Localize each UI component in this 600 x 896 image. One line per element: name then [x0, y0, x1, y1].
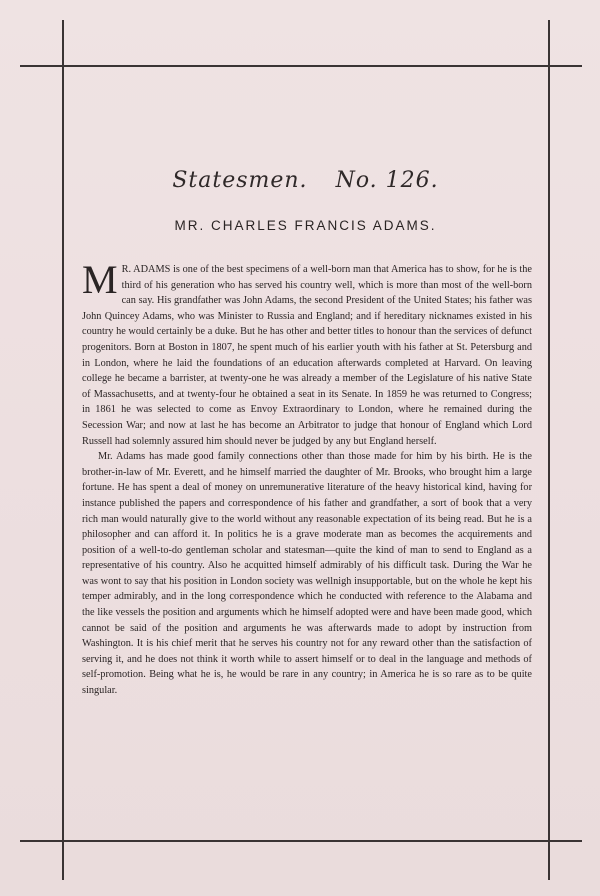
top-rule [20, 65, 582, 67]
drop-cap: M [82, 257, 118, 302]
series-heading [62, 168, 549, 193]
series-number: No. 126. [335, 168, 439, 193]
paragraph-1-lead: R. ADAMS [121, 264, 171, 275]
article-title: MR. CHARLES FRANCIS ADAMS. [174, 218, 437, 233]
bottom-rule [20, 840, 582, 842]
paragraph-2: Mr. Adams has made good family connections other than those made for him by his birth. He is the brother-in-law of Mr. Everett, and he himself married the daughter of Mr. Brooks, who brought him a large fortune. He has spent a deal of money on unremunerative literature of the heavy historical kind, having for instance published the papers and correspondence of his father and grandfather, a sort of book that a very rich man would naturally give to the world without any reasonable expectation of its being read. But he is a philosopher and can afford it. In politics he is a grave moderate man as becomes the acquirements and position of a well-to-do gentleman scholar and statesman—quite the kind of man to send to England as a representative of his country. Also he acquitted himself admirably of his difficult task. During the War he was wont to say that his position in London society was wellnigh insupportable, but on the whole he kept his temper admirably, and in the long correspondence which he conducted with reference to the Alabama and the like vessels the position and arguments which he himself adopted were and have been made good, which cannot be said of the position and arguments he was afterwards made to adopt by instruction from Washington. It is his chief merit that he serves his country not for any reward other than the satisfaction of serving it, and he does not think it worth while to assert himself or to deal in the language and methods of self-promotion. Being what he is, he would be rare in any country; in America he is so rare as to be quite singular. [82, 451, 532, 697]
series-title: Statesmen. [172, 168, 308, 193]
paragraph-1 [82, 257, 533, 449]
article-body [82, 257, 533, 699]
right-rule [548, 20, 550, 880]
paragraph-1-text: is one of the best specimens of a well-born man that America has to show, for he is the third of his generation who has served his country well, which is more than most of the well-born can say. His grandfather was John Adams, the second President of the United States; his father was John Quincey Adams, who was Minister to Russia and England; and if hereditary nicknames existed in his country he would certainly be a duke. But he has other and better titles to honour than the services of defunct progenitors. Born at Boston in 1807, he spent much of his earlier youth with his father at St. Petersburg and in London, where he laid the foundations of an education afterwards completed at Harvard. On leaving college he became a barrister, at twenty-one he was already a member of the Legislature of his native State of Massachusetts, and at twenty-four he obtained a seat in its Senate. In 1859 he was returned to Congress; in 1861 he was selected to come as Envoy Extraordinary to London, where he remained during the Secession War; and now at last he has become an Arbitrator to judge that honour of England which Lord Russell had solemnly assured him should never be judged by any but England herself. [82, 264, 533, 447]
left-rule [62, 20, 64, 880]
